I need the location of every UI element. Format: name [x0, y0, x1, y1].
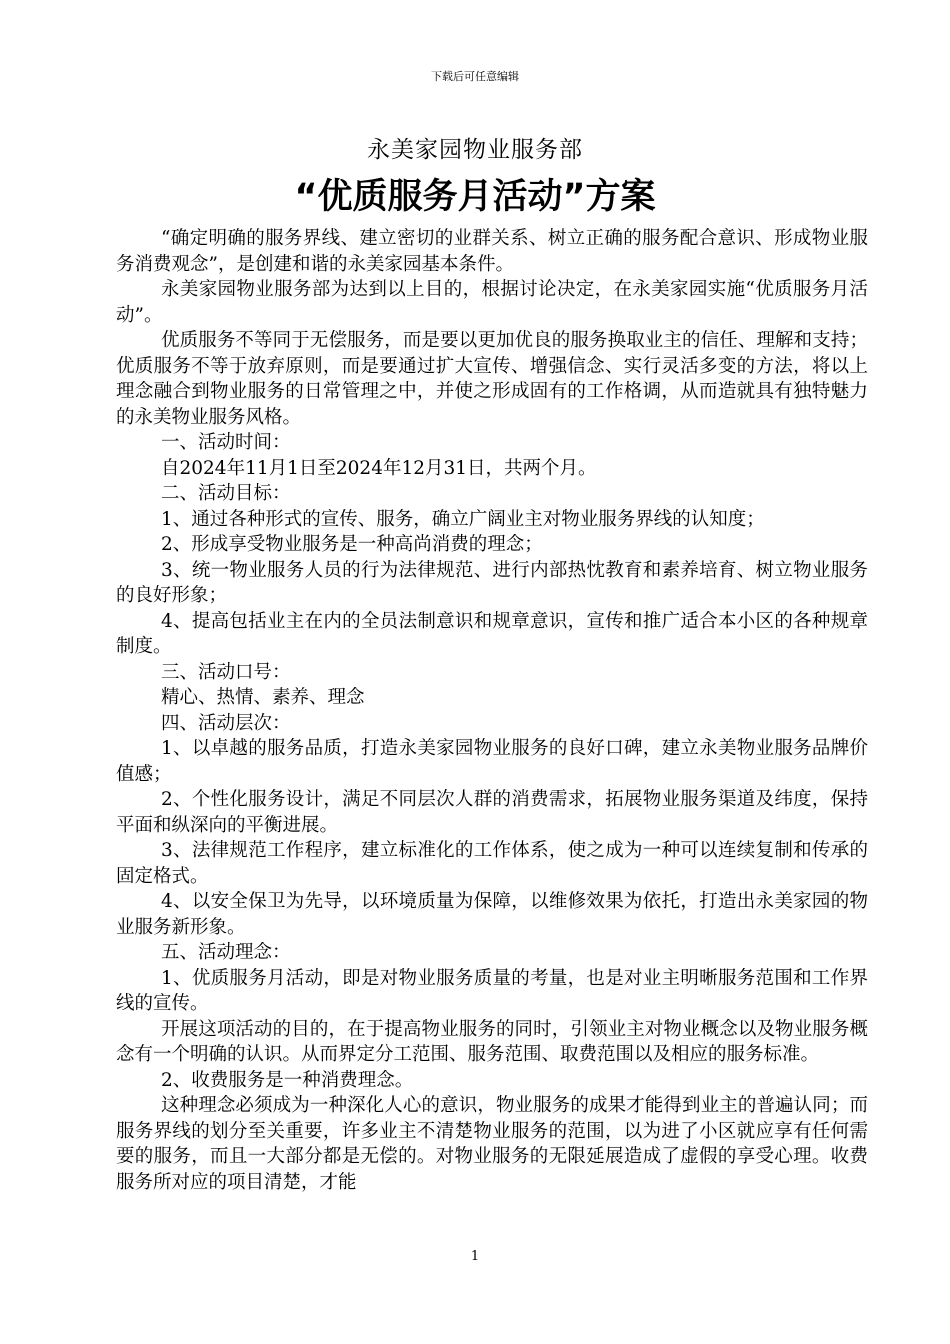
list-item: 3、统一物业服务人员的行为法律规范、进行内部热忱教育和素养培育、树立物业服务的良好形象；: [116, 559, 868, 606]
list-item: 4、以安全保卫为先导，以环境质量为保障，以维修效果为依托，打造出永美家园的物业服务新形象。: [116, 891, 868, 938]
list-item: 3、法律规范工作程序，建立标准化的工作体系，使之成为一种可以连续复制和传承的固定格式。: [116, 840, 868, 887]
section-heading: 二、活动目标：: [161, 483, 291, 504]
list-item: 1、通过各种形式的宣传、服务，确立广阔业主对物业服务界线的认知度；: [161, 508, 765, 530]
list-item: 1、优质服务月活动，即是对物业服务质量的考量，也是对业主明晰服务范围和工作界线的宣传。: [116, 967, 868, 1014]
paragraph: 永美家园物业服务部为达到以上目的，根据讨论决定，在永美家园实施“优质服务月活动”。: [116, 279, 868, 326]
section-heading: 三、活动口号：: [161, 661, 291, 683]
list-item: 2、收费服务是一种消费理念。: [161, 1069, 414, 1091]
section-heading: 四、活动层次：: [161, 712, 291, 734]
section-heading: 一、活动时间：: [161, 432, 291, 453]
paragraph: 这种理念必须成为一种深化人心的意识，物业服务的成果才能得到业主的普遍认同；而服务界线的划分至关重要，许多业主不清楚物业服务的范围，以为进了小区就应享有任何需要的服务，而且一大部分都是无偿的。对物业服务的无限延展造成了虚假的享受心理。收费服务所对应的项目清楚，才能: [116, 1095, 868, 1193]
organization-title: 永美家园物业服务部: [367, 137, 583, 163]
paragraph: “确定明确的服务界线、建立密切的业群关系、树立正确的服务配合意识、形成物业服务消费观念”，是创建和谐的永美家园基本条件。: [116, 228, 868, 275]
document-title: “优质服务月活动”方案: [294, 177, 656, 217]
document-body: [116, 226, 868, 1195]
paragraph: 优质服务不等同于无偿服务，而是要以更加优良的服务换取业主的信任、理解和支持；优质服务不等于放弃原则，而是要通过扩大宣传、增强信念、实行灵活多变的方法，将以上理念融合到物业服务的日常管理之中，并使之形成固有的工作格调，从而造就具有独特魅力的永美物业服务风格。: [116, 330, 868, 428]
list-item: 2、个性化服务设计，满足不同层次人群的消费需求，拓展物业服务渠道及纬度，保持平面和纵深向的平衡进展。: [116, 789, 868, 836]
list-item: 2、形成享受物业服务是一种高尚消费的理念；: [161, 534, 543, 555]
paragraph: 精心、热情、素养、理念: [161, 687, 365, 708]
list-item: 1、以卓越的服务品质，打造永美家园物业服务的良好口碑，建立永美物业服务品牌价值感；: [116, 738, 868, 785]
page-header-note: 下载后可任意编辑: [431, 70, 519, 83]
paragraph: 开展这项活动的目的，在于提高物业服务的同时，引领业主对物业概念以及物业服务概念有一个明确的认识。从而界定分工范围、服务范围、取费范围以及相应的服务标准。: [116, 1018, 868, 1065]
section-heading: 五、活动理念：: [161, 942, 291, 963]
page-number: 1: [470, 1249, 480, 1264]
paragraph: 自2024年11月1日至2024年12月31日，共两个月。: [161, 457, 597, 479]
list-item: 4、提高包括业主在内的全员法制意识和规章意识，宣传和推广适合本小区的各种规章制度。: [116, 610, 868, 657]
